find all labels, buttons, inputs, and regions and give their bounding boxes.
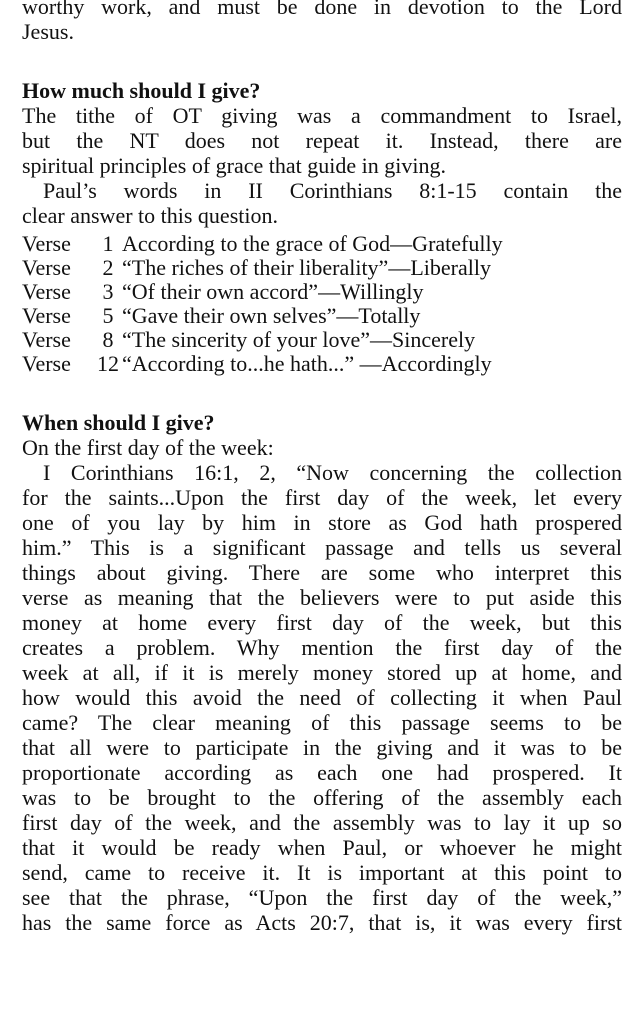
text-line: first day of the week, and the assembly was to lay it up so: [22, 810, 622, 835]
text-line: worthy work, and must be done in devotion to the Lord: [22, 0, 622, 19]
verse-word: Verse: [22, 255, 71, 280]
verse-text: “Gave their own selves”—Totally: [122, 303, 421, 328]
text-line: came? The clear meaning of this passage seems to be: [22, 710, 622, 735]
text-line: On the first day of the week:: [22, 435, 274, 460]
spacer: [22, 44, 622, 78]
text-line: I Corinthians 16:1, 2, “Now concerning the collection: [43, 460, 622, 485]
text-line: see that the phrase, “Upon the first day of the week,”: [22, 885, 622, 910]
verse-text: According to the grace of God—Gratefully: [122, 231, 503, 256]
verse-word: Verse: [22, 327, 71, 352]
verse-number: 3: [102, 279, 114, 304]
verse-word: Verse: [22, 231, 71, 256]
verse-number: 2: [102, 255, 114, 280]
text-line: that it would be ready when Paul, or whoever he might: [22, 835, 622, 860]
text-line: that all were to participate in the giving and it was to be: [22, 735, 622, 760]
verse-text: “According to...he hath...” —Accordingly: [122, 351, 492, 376]
text-line: spiritual principles of grace that guide in giving.: [22, 153, 447, 178]
verse-row: [22, 328, 622, 352]
text-line: things about giving. There are some who interpret this: [22, 560, 622, 585]
text-line: one of you lay by him in store as God hath prospered: [22, 510, 622, 535]
verse-word: Verse: [22, 351, 71, 376]
text-line: for the saints...Upon the first day of the week, let every: [22, 485, 622, 510]
text-line: verse as meaning that the believers were to put aside this: [22, 585, 622, 610]
text-line: Jesus.: [22, 19, 74, 44]
section-heading: When should I give?: [22, 410, 215, 435]
verse-row: [22, 280, 622, 304]
text-line: proportionate according as each one had prospered. It: [22, 760, 622, 785]
text-line: money at home every first day of the week, but this: [22, 610, 622, 635]
verse-text: “The sincerity of your love”—Sincerely: [122, 327, 476, 352]
text-line: him.” This is a significant passage and tells us several: [22, 535, 622, 560]
text-line: creates a problem. Why mention the first day of the: [22, 635, 622, 660]
verse-number: 1: [102, 231, 114, 256]
verse-text: “The riches of their liberality”—Liberally: [122, 255, 491, 280]
text-line: clear answer to this question.: [22, 203, 278, 228]
text-line: has the same force as Acts 20:7, that is, it was every first: [22, 910, 622, 935]
verse-word: Verse: [22, 303, 71, 328]
text-line: but the NT does not repeat it. Instead, there are: [22, 128, 622, 153]
verse-number: 12: [97, 351, 119, 376]
verse-row: [22, 232, 622, 256]
text-line: send, came to receive it. It is important at this point to: [22, 860, 622, 885]
spacer: [22, 376, 622, 410]
document-page: [22, 0, 622, 935]
section-heading: How much should I give?: [22, 78, 261, 103]
verse-number: 8: [102, 327, 114, 352]
text-line: The tithe of OT giving was a commandment to Israel,: [22, 103, 622, 128]
verse-row: [22, 352, 622, 376]
verse-word: Verse: [22, 279, 71, 304]
text-line: was to be brought to the offering of the assembly each: [22, 785, 622, 810]
text-line: how would this avoid the need of collecting it when Paul: [22, 685, 622, 710]
verse-text: “Of their own accord”—Willingly: [122, 279, 424, 304]
verse-row: [22, 304, 622, 328]
verse-number: 5: [102, 303, 114, 328]
verse-row: [22, 256, 622, 280]
text-line: Paul’s words in II Corinthians 8:1-15 contain the: [43, 178, 622, 203]
text-line: week at all, if it is merely money stored up at home, and: [22, 660, 622, 685]
